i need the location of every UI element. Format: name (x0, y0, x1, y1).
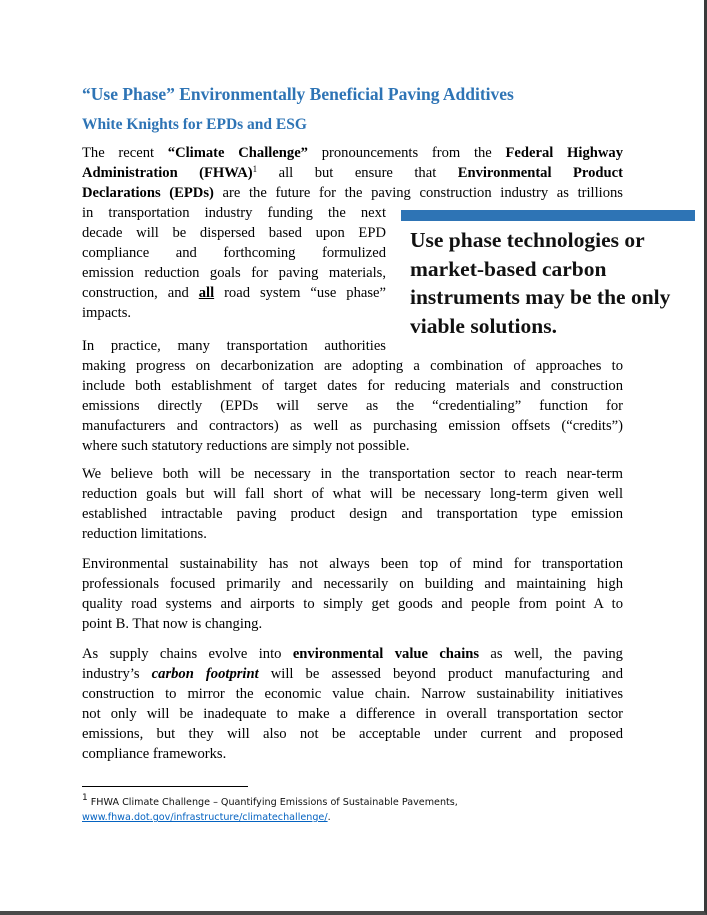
document-title: “Use Phase” Environmentally Beneficial Paving Additives (82, 84, 514, 104)
paragraph-line: emission reduction goals for paving materials, (82, 265, 386, 281)
paragraph-line: Declarations (EPDs) are the future for the paving construction industry as trillions (82, 185, 623, 201)
paragraph-line: industry’s carbon footprint will be assessed beyond product manufacturing and (82, 666, 623, 682)
paragraph-line: In practice, many transportation authorities (82, 338, 386, 354)
all-emphasis: all (198, 285, 215, 301)
paragraph-belief (82, 464, 623, 544)
paragraph-line: construction, and all road system “use phase” (82, 285, 386, 301)
footnote-number: 1 (82, 793, 88, 803)
paragraph-line: We believe both will be necessary in the transportation sector to reach near-term (82, 466, 623, 482)
paragraph-practice (82, 336, 623, 456)
paragraph-line: emissions, but they will also not be acceptable under current and proposed (82, 726, 623, 742)
paragraph-intro (82, 143, 623, 203)
paragraph-line: reduction limitations. (82, 526, 207, 542)
paragraph-line: quality road systems and airports to simply get goods and people from point A to (82, 596, 623, 612)
pull-quote: Use phase technologies or market-based carbon instruments may be the only viable solutions. (410, 228, 671, 338)
pull-quote-accent-bar (401, 210, 695, 221)
paragraph-line: making progress on decarbonization are adopting a combination of approaches to (82, 358, 623, 374)
paragraph-sustainability (82, 554, 623, 634)
paragraph-line: emissions directly (EPDs will serve as the “credentialing” function for (82, 398, 623, 414)
climate-challenge-emphasis: “Climate Challenge” (167, 145, 308, 161)
footnote-separator (82, 786, 248, 787)
paragraph-line: not only will be inadequate to make a difference in overall transportation sector (82, 706, 623, 722)
paragraph-line: Environmental sustainability has not always been top of mind for transportation (82, 556, 623, 572)
paragraph-line: As supply chains evolve into environmental value chains as well, the paving (82, 646, 623, 662)
paragraph-line: compliance and forthcoming formulized (82, 245, 386, 261)
paragraph-line: where such statutory reductions are simply not possible. (82, 438, 410, 454)
document-subtitle: White Knights for EPDs and ESG (82, 116, 307, 133)
paragraph-line: reduction goals but will fall short of what will be necessary long-term given well (82, 486, 623, 502)
paragraph-line: decade will be dispersed based upon EPD (82, 225, 386, 241)
paragraph-line: The recent “Climate Challenge” pronouncements from the Federal Highway (82, 145, 623, 161)
paragraph-line: compliance frameworks. (82, 746, 227, 762)
footnote: $^1$ FHWA Climate Challenge – Quantifying Emissions of Sustainable Pavements, www.fhwa.dot.gov/infrastructure/climatechallenge/. (82, 793, 458, 823)
paragraph-line: professionals focused primarily and necessarily on building and maintaining high (82, 576, 623, 592)
footnote-link[interactable]: www.fhwa.dot.gov/infrastructure/climatechallenge/ (82, 812, 328, 823)
paragraph-line: construction to mirror the economic value chain. Narrow sustainability initiatives (82, 686, 623, 702)
value-chains-emphasis: environmental value chains (292, 646, 480, 662)
paragraph-line: in transportation industry funding the next (82, 205, 386, 221)
paragraph-line: manufacturers and contractors) as well as purchasing emission offsets (“credits”) (82, 418, 623, 434)
paragraph-line: point B. That now is changing. (82, 616, 263, 632)
paragraph-line: established intractable paving product design and transportation type emission (82, 506, 623, 522)
paragraph-line: Administration (FHWA)$^1$ all but ensure that Environmental Product (82, 164, 623, 181)
paragraph-line: impacts. (82, 305, 132, 321)
paragraph-line: include both establishment of target dates for reducing materials and construction (82, 378, 623, 394)
carbon-footprint-emphasis: carbon footprint (151, 666, 259, 682)
paragraph-intro-wrapped (82, 203, 386, 323)
paragraph-supply-chains (82, 644, 623, 764)
footnote-reference[interactable]: 1 (252, 164, 258, 174)
